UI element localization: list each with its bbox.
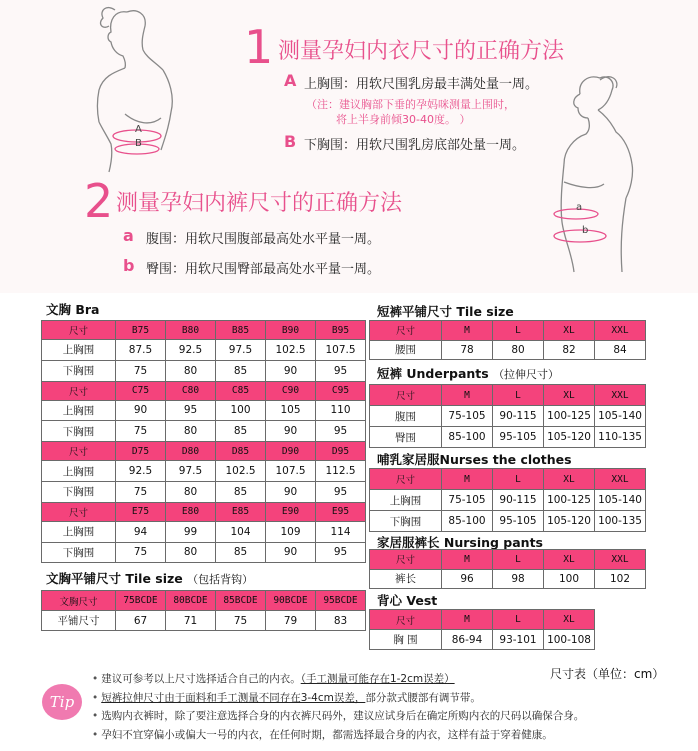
table-row (42, 461, 366, 482)
table-cell: 84 (595, 340, 646, 360)
table-row (370, 427, 646, 448)
table-cell: 94 (116, 521, 166, 542)
header-cell: M (442, 550, 493, 570)
bra-table-title: 文胸 Bra (46, 302, 100, 317)
header-cell: 尺寸 (370, 610, 442, 630)
header-cell: 90BCDE (266, 591, 316, 611)
header-cell: 尺寸 (370, 469, 442, 490)
row-label-cell: 下胸围 (42, 542, 116, 563)
header-cell: D80 (166, 442, 216, 461)
table-cell: 80 (166, 481, 216, 502)
table-row (42, 421, 366, 442)
table-cell: 105 (266, 400, 316, 421)
figure-label-b: B (135, 138, 142, 149)
header-cell: D90 (266, 442, 316, 461)
row-label-cell: 上胸围 (42, 400, 116, 421)
header-cell: 尺寸 (370, 321, 442, 341)
table-row (370, 569, 646, 589)
table-cell: 75-105 (442, 490, 493, 511)
tip-line-4-text: 孕妇不宜穿偏小或偏大一号的内衣，在任何时期，都需选择最合身的内衣，这样有益于穿着健康。 (101, 728, 553, 741)
header-cell: M (442, 385, 493, 406)
table-cell: 75 (116, 360, 166, 381)
shorts-flat-table (369, 320, 646, 360)
table-cell: 80 (166, 542, 216, 563)
table-cell: 105-140 (595, 406, 646, 427)
underpants-title: 短裤 Underpants (377, 366, 489, 381)
table-cell: 100 (216, 400, 266, 421)
row-label-cell: 裤长 (370, 569, 442, 589)
bra-measure-title: 测量孕妇内衣尺寸的正确方法 (278, 39, 565, 64)
header-cell: D75 (116, 442, 166, 461)
header-cell: C95 (316, 381, 366, 400)
table-cell: 102.5 (216, 461, 266, 482)
table-cell: 92.5 (116, 461, 166, 482)
header-cell: B90 (266, 321, 316, 340)
table-cell: 109 (266, 521, 316, 542)
pants-b-text: 臀围：用软尺围臀部最高处水平量一周。 (146, 262, 381, 277)
header-cell: XXL (595, 469, 646, 490)
table-cell: 100-125 (544, 406, 595, 427)
nurses-title: 哺乳家居服Nurses the clothes (377, 452, 572, 467)
bra-b-label: B (284, 132, 297, 151)
table-cell: 105-120 (544, 511, 595, 532)
table-cell: 90 (116, 400, 166, 421)
underpants-table (369, 384, 646, 448)
bullet-icon: • (92, 691, 99, 704)
table-cell: 80 (166, 360, 216, 381)
table-cell: 114 (316, 521, 366, 542)
bullet-icon: • (92, 728, 99, 741)
header-cell: B75 (116, 321, 166, 340)
header-cell: M (442, 610, 493, 630)
pants-a-text: 腹围：用软尺围腹部最高处水平量一周。 (146, 232, 381, 247)
row-label-cell: 下胸围 (42, 360, 116, 381)
table-cell: 82 (544, 340, 595, 360)
header-cell: C85 (216, 381, 266, 400)
bust-measure-illustration (85, 4, 195, 174)
header-cell: E75 (116, 502, 166, 521)
header-cell: B80 (166, 321, 216, 340)
table-cell: 110 (316, 400, 366, 421)
header-cell: M (442, 469, 493, 490)
header-cell: B95 (316, 321, 366, 340)
row-label-cell: 臀围 (370, 427, 442, 448)
pants-b-label: b (123, 256, 135, 275)
table-cell: 95-105 (493, 427, 544, 448)
section-number-2: 2 (84, 174, 114, 228)
table-cell: 95 (316, 421, 366, 442)
header-cell: 80BCDE (166, 591, 216, 611)
table-cell: 78 (442, 340, 493, 360)
row-label-cell: 胸 围 (370, 630, 442, 650)
table-row (42, 340, 366, 361)
nurses-table (369, 468, 646, 532)
pants-measure-title: 测量孕妇内裤尺寸的正确方法 (116, 191, 403, 216)
table-cell: 112.5 (316, 461, 366, 482)
table-cell: 75-105 (442, 406, 493, 427)
header-cell: XL (544, 385, 595, 406)
table-cell: 85 (216, 360, 266, 381)
header-cell: C90 (266, 381, 316, 400)
header-cell: XL (544, 550, 595, 570)
table-cell: 67 (116, 611, 166, 631)
header-cell: E90 (266, 502, 316, 521)
table-cell: 95 (316, 542, 366, 563)
table-cell: 95-105 (493, 511, 544, 532)
table-row (42, 360, 366, 381)
header-cell: C75 (116, 381, 166, 400)
table-row (370, 340, 646, 360)
table-row (42, 400, 366, 421)
header-cell: E85 (216, 502, 266, 521)
header-cell: D95 (316, 442, 366, 461)
table-cell: 105-120 (544, 427, 595, 448)
table-cell: 99 (166, 521, 216, 542)
table-cell: 71 (166, 611, 216, 631)
table-cell: 107.5 (316, 340, 366, 361)
underpants-subtitle: （拉伸尺寸） (493, 368, 560, 381)
row-label-cell: 上胸围 (42, 461, 116, 482)
table-cell: 102.5 (266, 340, 316, 361)
bra-size-table (41, 320, 366, 563)
table-cell: 110-135 (595, 427, 646, 448)
bra-a-note-1: （注：建议胸部下垂的孕妈咪测量上围时， (306, 98, 515, 111)
table-cell: 95 (316, 481, 366, 502)
header-cell: M (442, 321, 493, 341)
header-cell: XL (544, 610, 595, 630)
table-row (370, 511, 646, 532)
table-cell: 97.5 (216, 340, 266, 361)
header-cell: 尺寸 (370, 550, 442, 570)
header-cell: 尺寸 (42, 502, 116, 521)
header-row (370, 321, 646, 341)
header-row (42, 591, 366, 611)
header-cell: XL (544, 321, 595, 341)
tip-line-2-note: 部分款式腰部有调节带。 (365, 691, 481, 704)
bra-a-label: A (284, 71, 297, 90)
tip-line-2-text: 短裤拉伸尺寸由于面料和手工测量不同存在3-4cm误差， (101, 691, 366, 704)
table-cell: 80 (493, 340, 544, 360)
header-cell: D85 (216, 442, 266, 461)
table-cell: 102 (595, 569, 646, 589)
table-cell: 105-140 (595, 490, 646, 511)
bullet-icon: • (92, 673, 99, 685)
row-label-cell: 平铺尺寸 (42, 611, 116, 631)
header-cell: 85BCDE (216, 591, 266, 611)
header-cell: XL (544, 469, 595, 490)
tip-line-2 (92, 689, 584, 708)
row-label-cell: 下胸围 (42, 421, 116, 442)
header-row (370, 469, 646, 490)
table-cell: 104 (216, 521, 266, 542)
table-cell: 93-101 (493, 630, 544, 650)
header-cell: 95BCDE (316, 591, 366, 611)
header-row (42, 502, 366, 521)
bra-a-note-2: 将上半身前倾30-40度。 ） (336, 113, 471, 126)
header-row (42, 381, 366, 400)
table-cell: 75 (116, 481, 166, 502)
header-cell: 尺寸 (370, 385, 442, 406)
table-cell: 85-100 (442, 427, 493, 448)
header-cell: 文胸尺寸 (42, 591, 116, 611)
table-cell: 95 (166, 400, 216, 421)
tip-line-3 (92, 707, 584, 726)
tip-line-1-text: 建议可参考以上尺寸选择适合自己的内衣。 (101, 673, 301, 685)
belly-measure-illustration (550, 72, 670, 287)
table-cell: 90 (266, 481, 316, 502)
nursing-pants-title: 家居服裤长 Nursing pants (377, 535, 543, 550)
table-cell: 90 (266, 542, 316, 563)
table-cell: 100-108 (544, 630, 595, 650)
table-cell: 87.5 (116, 340, 166, 361)
table-cell: 95 (316, 360, 366, 381)
header-cell: 75BCDE (116, 591, 166, 611)
tip-line-3-text: 选购内衣裤时，除了要注意选择合身的内衣裤尺码外，建议应试身后在确定所购内衣的尺码以确保合身。 (101, 710, 585, 722)
bra-flat-subtitle: （包括背钩） (187, 573, 254, 586)
header-row (370, 385, 646, 406)
header-cell: 尺寸 (42, 321, 116, 340)
row-label-cell: 腰围 (370, 340, 442, 360)
figure-label-a: A (135, 124, 142, 135)
table-cell: 86-94 (442, 630, 493, 650)
header-cell: C80 (166, 381, 216, 400)
pants-a-label: a (123, 226, 134, 245)
table-cell: 100 (544, 569, 595, 589)
header-row (42, 442, 366, 461)
vest-title: 背心 Vest (377, 593, 438, 608)
header-cell: L (493, 550, 544, 570)
unit-label: 尺寸表（单位：cm） (550, 667, 665, 681)
row-label-cell: 腹围 (370, 406, 442, 427)
table-cell: 90 (266, 360, 316, 381)
header-cell: L (493, 385, 544, 406)
header-cell: XXL (595, 385, 646, 406)
bra-b-text: 下胸围：用软尺围乳房底部处量一周。 (304, 138, 526, 153)
table-cell: 92.5 (166, 340, 216, 361)
row-label-cell: 上胸围 (42, 521, 116, 542)
table-cell: 90 (266, 421, 316, 442)
bullet-icon: • (92, 710, 99, 722)
tip-line-1-note: （手工测量可能存在1-2cm误差） (300, 673, 455, 685)
header-cell: 尺寸 (42, 381, 116, 400)
row-label-cell: 下胸围 (370, 511, 442, 532)
table-cell: 85 (216, 481, 266, 502)
table-cell: 83 (316, 611, 366, 631)
bra-flat-table-title (46, 571, 253, 587)
table-cell: 85 (216, 421, 266, 442)
header-cell: L (493, 610, 544, 630)
tip-line-4 (92, 726, 584, 745)
vest-table (369, 609, 595, 650)
table-cell: 90-115 (493, 406, 544, 427)
table-cell: 85 (216, 542, 266, 563)
table-row (42, 521, 366, 542)
header-cell: E80 (166, 502, 216, 521)
header-row (370, 550, 646, 570)
table-cell: 97.5 (166, 461, 216, 482)
table-cell: 80 (166, 421, 216, 442)
tip-line-1 (92, 670, 584, 689)
header-row (370, 610, 595, 630)
header-cell: E95 (316, 502, 366, 521)
header-cell: XXL (595, 321, 646, 341)
tip-badge: Tip (42, 684, 82, 720)
header-cell: XXL (595, 550, 646, 570)
table-row (42, 542, 366, 563)
table-row (42, 611, 366, 631)
table-cell: 79 (266, 611, 316, 631)
figure-label-a: a (576, 202, 583, 213)
bra-flat-title-text: 文胸平铺尺寸 Tile size (46, 571, 183, 586)
bra-flat-table (41, 590, 366, 631)
nursing-pants-table (369, 549, 646, 589)
bra-a-text: 上胸围：用软尺围乳房最丰满处量一周。 (304, 77, 539, 92)
shorts-flat-title: 短裤平铺尺寸 Tile size (377, 304, 514, 319)
table-cell: 107.5 (266, 461, 316, 482)
table-cell: 100-125 (544, 490, 595, 511)
table-cell: 100-135 (595, 511, 646, 532)
row-label-cell: 下胸围 (42, 481, 116, 502)
header-cell: 尺寸 (42, 442, 116, 461)
row-label-cell: 上胸围 (42, 340, 116, 361)
header-row (42, 321, 366, 340)
table-cell: 90-115 (493, 490, 544, 511)
table-cell: 75 (116, 542, 166, 563)
table-row (42, 481, 366, 502)
tip-notes (92, 670, 584, 744)
table-cell: 98 (493, 569, 544, 589)
section-number-1: 1 (244, 20, 274, 74)
header-cell: L (493, 321, 544, 341)
underpants-title-block (377, 366, 559, 382)
figure-label-b: b (582, 225, 589, 236)
table-row (370, 630, 595, 650)
header-cell: L (493, 469, 544, 490)
header-cell: B85 (216, 321, 266, 340)
table-cell: 75 (116, 421, 166, 442)
table-row (370, 490, 646, 511)
table-cell: 75 (216, 611, 266, 631)
table-cell: 85-100 (442, 511, 493, 532)
table-cell: 96 (442, 569, 493, 589)
table-row (370, 406, 646, 427)
row-label-cell: 上胸围 (370, 490, 442, 511)
